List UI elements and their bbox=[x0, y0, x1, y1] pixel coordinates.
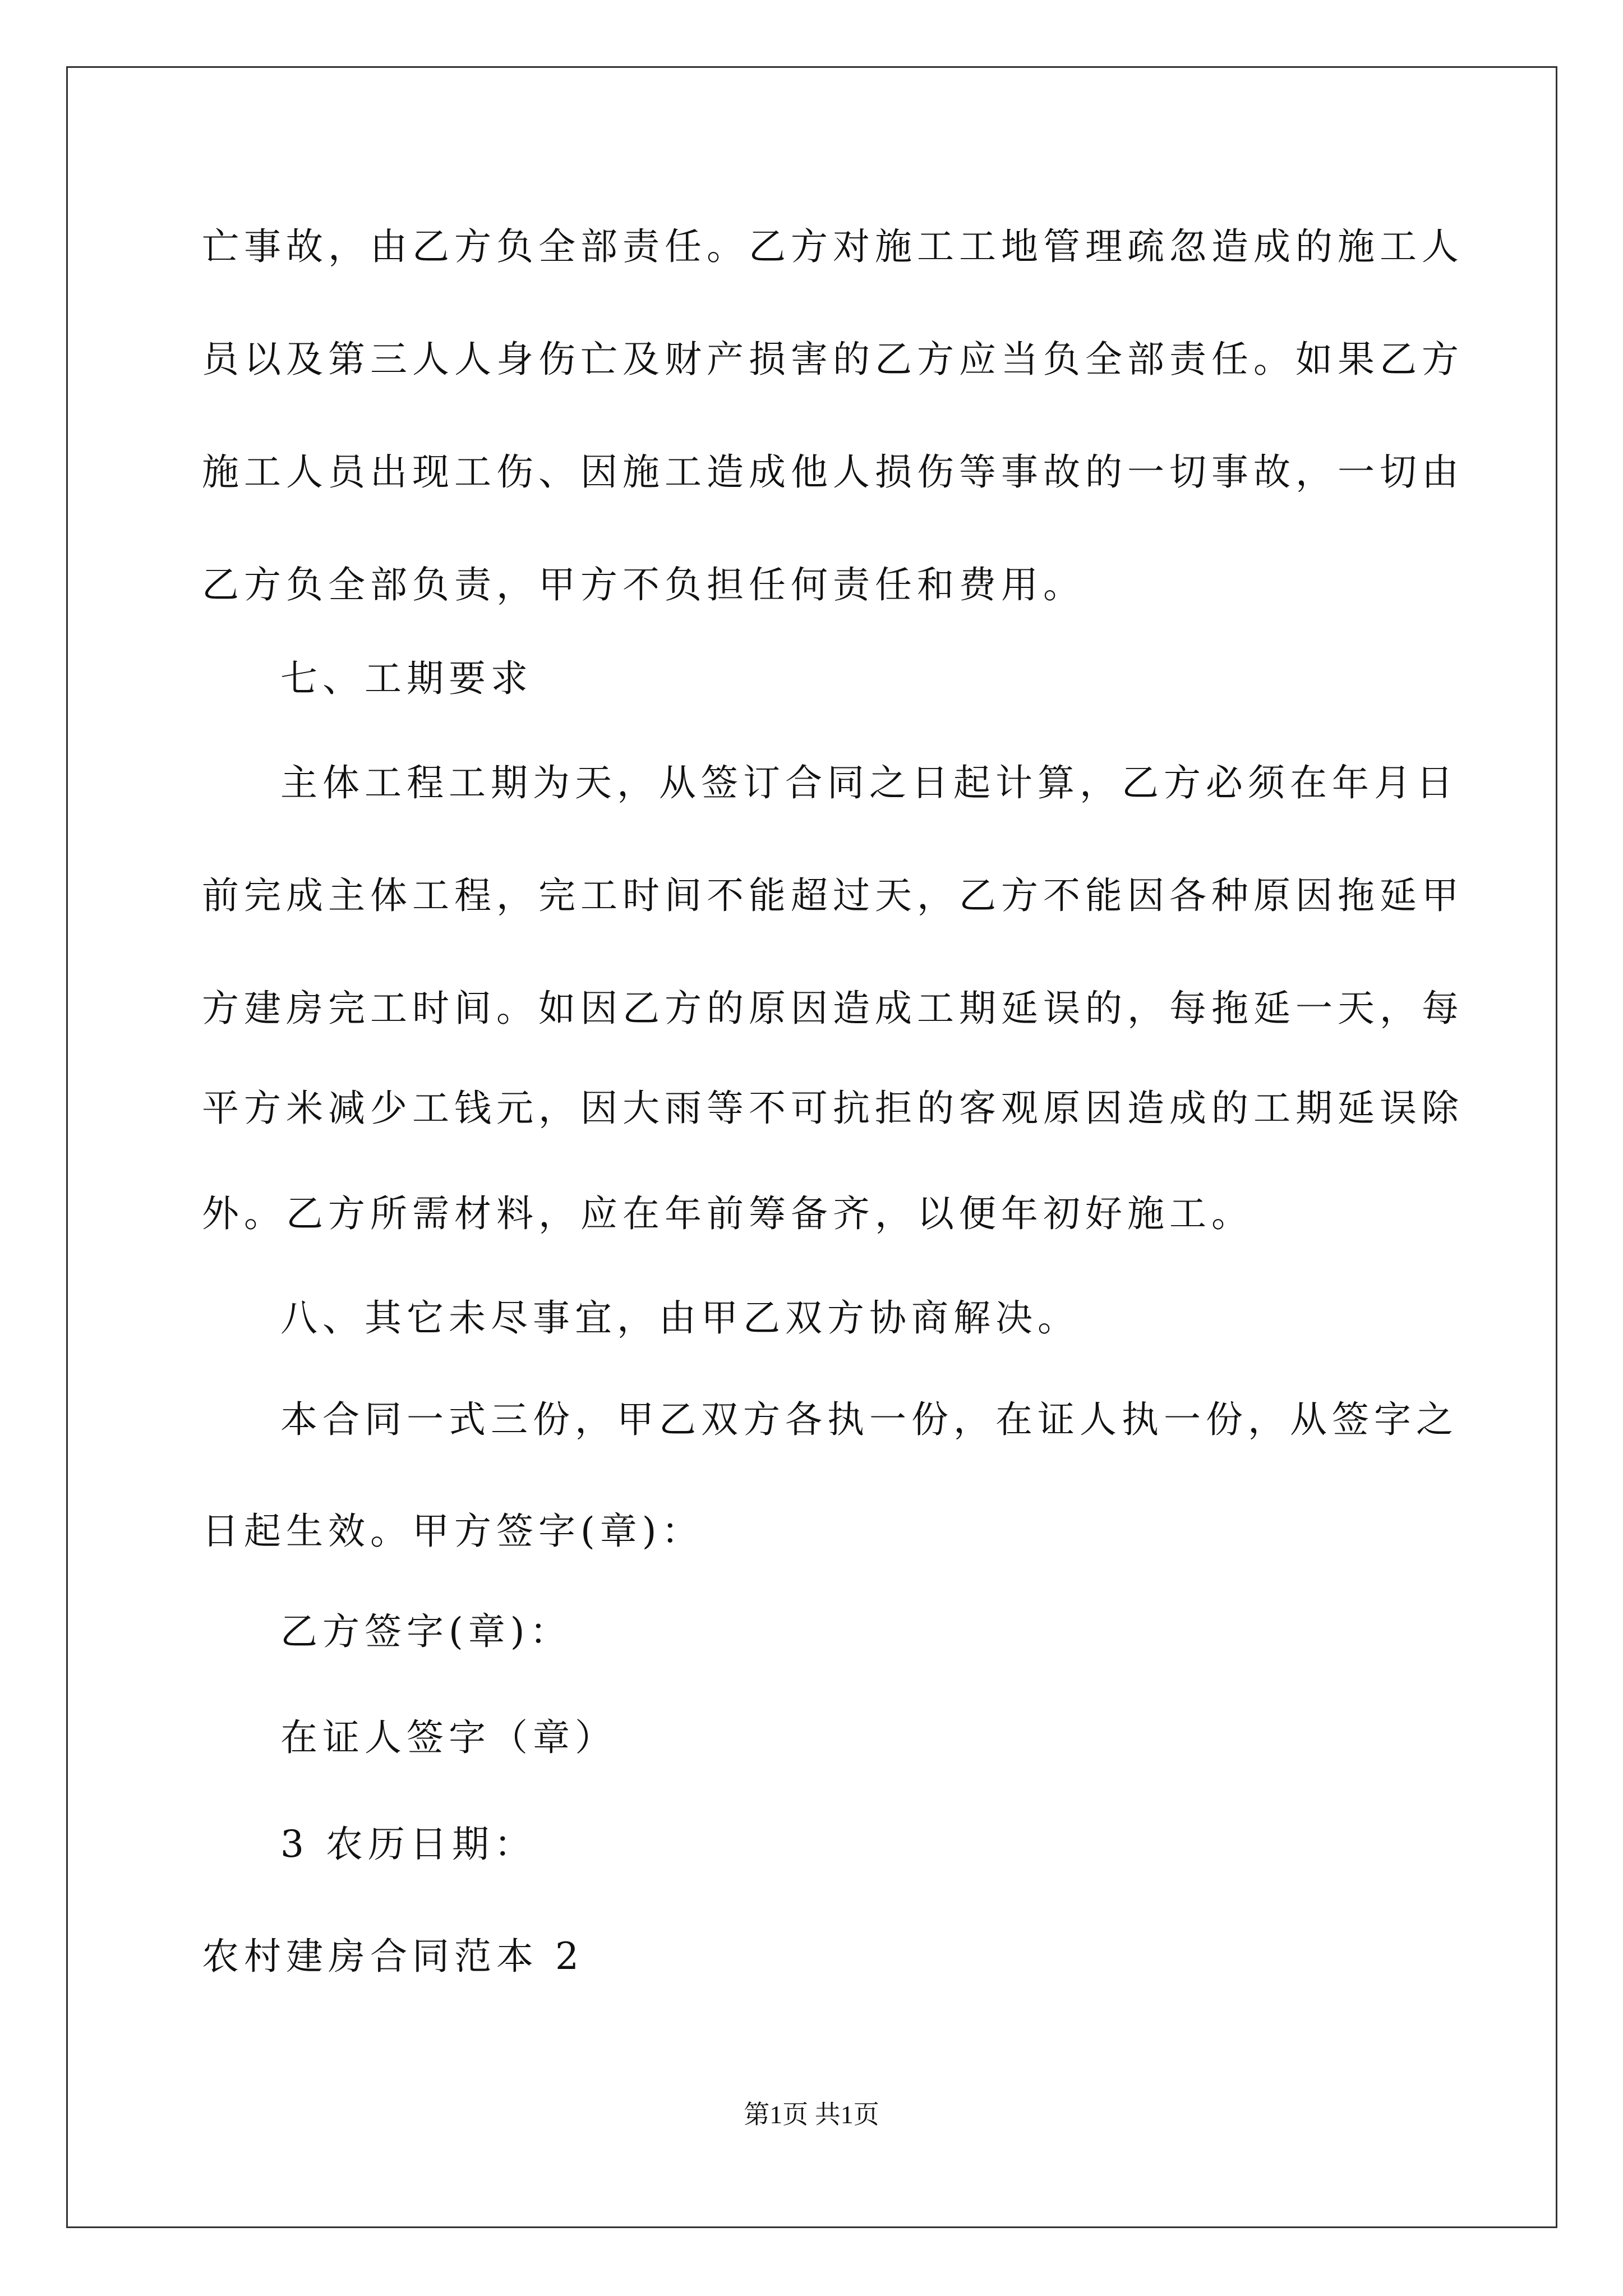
page-number: 第1页 共1页 bbox=[744, 2100, 879, 2129]
signature-line-party-b: 乙方签字(章)： bbox=[280, 1610, 572, 1653]
section-heading: 八、其它未尽事宜，由甲乙双方协商解决。 bbox=[280, 1296, 1080, 1340]
body-line: 主体工程工期为天，从签订合同之日起计算，乙方必须在年月日 bbox=[280, 761, 1458, 804]
body-line: 乙方负全部负责，甲方不负担任何责任和费用。 bbox=[202, 563, 1085, 606]
body-line: 平方米减少工钱元，因大雨等不可抗拒的客观原因造成的工期延误除 bbox=[202, 1087, 1464, 1130]
date-line: 3 农历日期： bbox=[280, 1823, 536, 1866]
body-line: 施工人员出现工伤、因施工造成他人损伤等事故的一切事故，一切由 bbox=[202, 450, 1464, 494]
section-heading: 七、工期要求 bbox=[280, 657, 533, 700]
body-line: 本合同一式三份，甲乙双方各执一份，在证人执一份，从签字之 bbox=[280, 1398, 1458, 1441]
signature-line-party-a: 日起生效。甲方签字(章)： bbox=[202, 1510, 704, 1553]
body-line: 员以及第三人人身伤亡及财产损害的乙方应当负全部责任。如果乙方 bbox=[202, 338, 1464, 381]
next-document-title: 农村建房合同范本 2 bbox=[202, 1935, 584, 1978]
body-line: 亡事故，由乙方负全部责任。乙方对施工工地管理疏忽造成的施工人 bbox=[202, 225, 1464, 268]
body-line: 外。乙方所需材料，应在年前筹备齐，以便年初好施工。 bbox=[202, 1192, 1253, 1235]
body-line: 前完成主体工程，完工时间不能超过天，乙方不能因各种原因拖延甲 bbox=[202, 874, 1464, 917]
signature-line-witness: 在证人签字（章） bbox=[280, 1716, 617, 1759]
body-line: 方建房完工时间。如因乙方的原因造成工期延误的，每拖延一天，每 bbox=[202, 987, 1464, 1030]
page-border bbox=[66, 66, 1557, 2228]
